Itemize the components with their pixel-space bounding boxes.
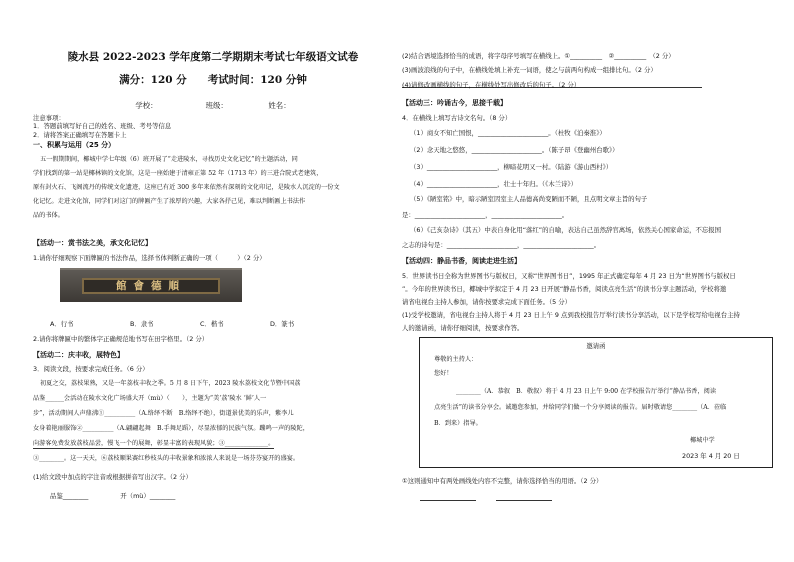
letter-heading: 邀请函 — [586, 342, 606, 350]
activity-four-title: 【活动四：静品书香，阅读走进生活】 — [402, 257, 521, 265]
activity-one-title: 【活动一：赏书法之美，承文化记忆】 — [33, 239, 152, 247]
question-3-4: (4)请修改画横线的句子，在横线处写出修改后的句子。（2 分） — [402, 81, 581, 89]
option-b[interactable]: B．隶书 — [130, 320, 154, 328]
poem-line[interactable]: （3）______________________，柳暗花明又一村。（陆游《游山西村》） — [410, 163, 613, 171]
question-3-2: (2)结合语境选择恰当的成语，将字母序号填写在横线上。①__________ ②__________ （2 分） — [402, 52, 675, 60]
answer-blank[interactable] — [496, 500, 552, 501]
letter-date: 2023 年 4 月 20 日 — [682, 452, 740, 460]
section-one-title: 一、积累与运用（25 分） — [33, 141, 116, 149]
notes-label: 注意事项： — [33, 114, 65, 122]
question-5-1-line: 人的邀请函，请你仔细阅读，按要求作答。 — [402, 324, 524, 332]
question-3: 3．阅读文段，按要求完成任务。（6 分） — [33, 365, 149, 373]
plaque-photo — [60, 268, 242, 302]
exam-title: 陵水县 2022-2023 学年度第二学期期末考试七年级语文试卷 — [67, 51, 359, 63]
question-4: 4．在横线上填写古诗文名句。（8 分） — [402, 114, 512, 122]
question-5-1-line: (1)受学校邀请，省电视台主持人将于 4 月 23 日上午 9 点到我校报告厅举行读书分享活动，以下是学校写给电视台主持 — [402, 311, 740, 319]
poem-line[interactable]: 之志的诗句是：______________________，______________________。 — [402, 241, 601, 249]
letter-body-line[interactable]: 点亮生活”的读书分享会。诚邀您参加，并给同学们做一个分享阅读的报告。届时敬请您________（A．莅临 — [434, 404, 727, 411]
poem-line: （6）《己亥杂诗》（其五）中表自身化用“落红”的自喻，表达自己虽然辞官离场，依然关心国家命运，不忘报国 — [410, 226, 722, 234]
intro-line: 原有封火石、飞阁流丹的传统文化遗迹，这座已有近 300 多年来依然有深刻的文化印记，是陵水人沉淀的一份文 — [33, 184, 340, 191]
poem-line[interactable]: （4）______________________，壮士十年归。（《木兰诗》） — [410, 180, 578, 188]
passage-line: 女身着艳丽服饰②__________（A.翩翩起舞 B.手舞足蹈），尽显浓郁的民族气氛。蹦鸣一声的陵陀， — [33, 425, 309, 432]
poem-line[interactable]: （1）商女不知亡国恨，______________________。（杜牧《泊秦淮》） — [410, 129, 606, 137]
option-d[interactable]: D．篆书 — [270, 320, 295, 328]
letter-greeting: 尊敬的主持人： — [434, 356, 478, 363]
activity-two-title: 【活动二：庆丰收，展特色】 — [33, 351, 124, 359]
intro-line: 化记忆。走进文化馆，同学们对这门的牌匾产生了浓厚的兴趣，大家各抒己见，难以判断匾上书法作 — [33, 198, 306, 205]
question-5-line: 请省电视台主持人参加，请你按要求完成下面任务。（5 分） — [402, 298, 572, 306]
note-item: 2．请将答案正确填写在答题卡上 — [33, 131, 127, 139]
student-info-fields: 学校： 班级： 姓名： — [135, 101, 291, 110]
question-3-1-blanks[interactable]: 品鉴________ 开（mù）________ — [50, 492, 176, 500]
passage-line: 初夏之交，荔枝果熟，又是一年荔枝丰收之季。5 月 8 日下午，2023 陵水荔枝文化节暨中国荔 — [40, 380, 301, 387]
intro-line: 五一假期期间，椰城中学七年级（6）班开展了“走进陵水，寻找历史文化记忆”的主题活动，同 — [40, 156, 298, 163]
plaque-calligraphy: 館會德順 — [82, 278, 220, 294]
note-item: 1．答题前填写好自己的姓名、班级、考号等信息 — [33, 122, 172, 130]
question-1: 1.请你仔细观察下面牌匾的书法作品，选择书体判断正确的一项（ ）（2 分） — [33, 254, 266, 262]
activity-three-title: 【活动三：吟诵古今，思接千载】 — [402, 99, 507, 107]
intro-line: 品的书体。 — [33, 212, 64, 219]
passage-line: 步”，活动期间人声鼎沸①__________（A.络绎不断 B.络绎不绝），街道景优美的乐声，紫李儿 — [33, 410, 294, 417]
option-c[interactable]: C．楷书 — [200, 320, 224, 328]
poem-line: （5）《陋室铭》中，暗示陋室因室主人品德高尚变陋而不陋，且点明文章主旨的句子 — [410, 195, 648, 203]
option-a[interactable]: A．行书 — [50, 320, 74, 328]
letter-hello: 您好！ — [434, 370, 453, 377]
question-5-line: ”。今年的世界读书日，椰城中学拟定于 4 月 23 日开展“静品书香，阅读点亮生活”的读书分享主题活动，学校将邀 — [402, 285, 727, 293]
question-3-3: (3)画波浪线的句子中，在横线处填上补充一词语，使之与前两句构成一组排比句。（2 分） — [402, 66, 657, 74]
question-3-1: (1)给文段中加点的字注音或根据拼音写出汉字。（2 分） — [33, 473, 192, 481]
passage-line: ③________。这一天天，⑥荔枝顺果赛红秒枝头的丰收景象和浓浓人来说是一场芬芬宴开的盛宴。 — [33, 455, 300, 462]
question-5-1-a: ①这则通知中有两处画线处内容不完整，请你选择恰当的用语。（2 分） — [402, 477, 603, 485]
letter-body-line[interactable]: ________（A．恭叙 B．敬叙）将于 4 月 23 日上午 9:00 在学校报告厅举行“静品书香，阅读 — [456, 388, 717, 395]
answer-blank[interactable] — [420, 500, 476, 501]
poem-line[interactable]: （2）念天地之悠悠，______________________。（陈子昂《登幽州台歌》） — [410, 146, 619, 154]
invitation-letter — [419, 337, 773, 468]
intro-line: 学们找到的第一站是椰林镇的文化馆，这是一座始建于清雍正第 52 年（1713 年）的三进合院式老建筑， — [33, 170, 323, 177]
poem-line[interactable]: 是：______________________，______________________。 — [402, 211, 569, 219]
letter-body-line: B．到来）指导。 — [434, 420, 482, 427]
question-2: 2.请你将牌匾中的繁体字正确规范地书写在田字格里。（2 分） — [33, 335, 209, 343]
question-5-line: 5．世界读书日全称为世界图书与版权日，又称“世界图书日”，1995 年正式确定每年 4 月 23 日为“世界图书与版权日 — [402, 272, 736, 280]
score-time: 满分：120 分 考试时间：120 分钟 — [119, 74, 307, 86]
letter-sender: 椰城中学 — [690, 437, 715, 444]
passage-line: 品鉴______会活动在陵水文化广场盛大开（mù）（ ），主题为“美‘荔’陵水 ‘鲜’人一 — [33, 395, 267, 402]
passage-line: 向游客免费发放荔枝品尝，慢飞一个的展舞，彰显丰富的表现风貌；③______________。 — [33, 440, 274, 449]
